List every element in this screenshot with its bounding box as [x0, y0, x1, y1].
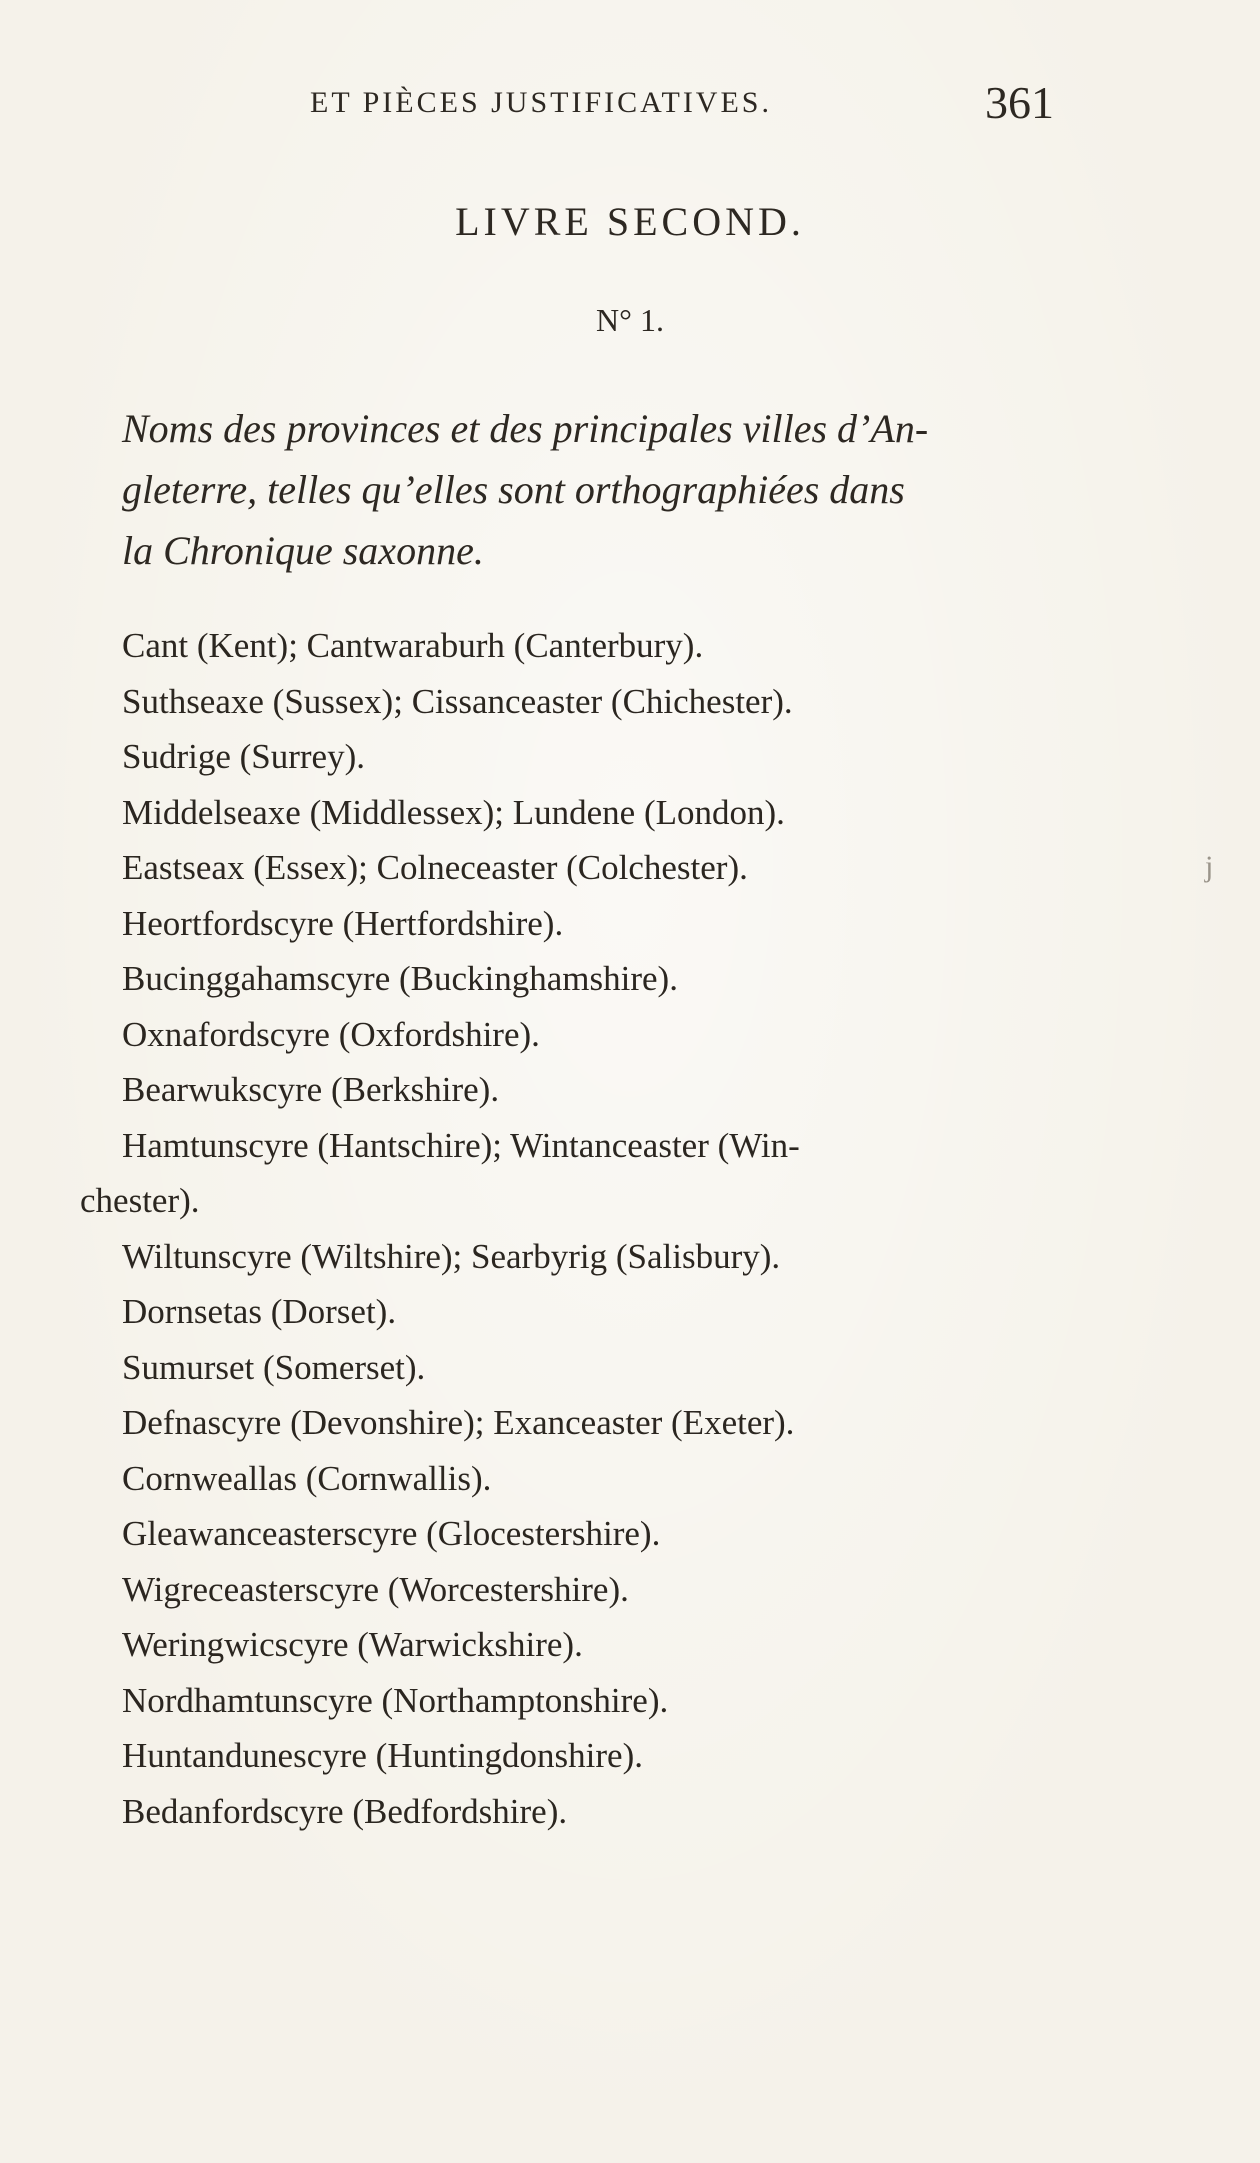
province-entry: Wiltunscyre (Wiltshire); Searbyrig (Salisbury). — [122, 1236, 781, 1276]
province-entry: Nordhamtunscyre (Northamptonshire). — [122, 1680, 669, 1720]
province-entry: Sumurset (Somerset). — [122, 1347, 426, 1387]
province-entry: Sudrige (Surrey). — [122, 737, 366, 776]
margin-mark: j — [1205, 850, 1214, 883]
province-entry: Oxnafordscyre (Oxfordshire). — [122, 1014, 540, 1054]
intro-line: Noms des provinces et des principales villes d’An- — [122, 406, 929, 451]
page-number: 361 — [985, 77, 1054, 128]
intro-line: gleterre, telles qu’elles sont orthographiées dans — [122, 467, 905, 512]
province-entry: Huntandunescyre (Huntingdonshire). — [122, 1736, 643, 1775]
province-entry: Defnascyre (Devonshire); Exanceaster (Exeter). — [122, 1403, 795, 1442]
province-entry: Eastseax (Essex); Colneceaster (Colchester). — [122, 848, 748, 887]
intro-line: la Chronique saxonne. — [122, 528, 484, 573]
province-list — [0, 618, 1260, 1839]
province-entry: Weringwicscyre (Warwickshire). — [122, 1625, 583, 1664]
province-entry: Heortfordscyre (Hertfordshire). — [122, 903, 564, 943]
province-entry-text: Hamtunscyre (Hantschire); Wintanceaster (Win- — [122, 1125, 800, 1165]
running-head: ET PIÈCES JUSTIFICATIVES. — [310, 86, 772, 119]
province-entry: Cant (Kent); Cantwaraburh (Canterbury). — [122, 626, 704, 665]
province-entry: Cornweallas (Cornwallis). — [122, 1458, 492, 1498]
province-entry: Gleawanceasterscyre (Glocestershire). — [122, 1514, 661, 1553]
province-entry: Dornsetas (Dorset). — [122, 1292, 397, 1331]
intro-paragraph — [122, 398, 1082, 581]
book-heading: LIVRE SECOND. — [455, 199, 805, 244]
province-entry-hamtunscyre — [0, 1118, 1260, 1229]
province-entry: Bedanfordscyre (Bedfordshire). — [122, 1791, 568, 1831]
province-entry: Bucinggahamscyre (Buckinghamshire). — [122, 959, 678, 998]
province-entry-continuation: chester). — [80, 1181, 200, 1220]
province-entry: Suthseaxe (Sussex); Cissanceaster (Chichester). — [122, 681, 793, 721]
province-entry: Bearwukscyre (Berkshire). — [122, 1070, 500, 1109]
document-number: N° 1. — [596, 302, 664, 338]
province-entry: Wigreceasterscyre (Worcestershire). — [122, 1569, 629, 1609]
province-entry: Middelseaxe (Middlessex); Lundene (London). — [122, 792, 785, 832]
